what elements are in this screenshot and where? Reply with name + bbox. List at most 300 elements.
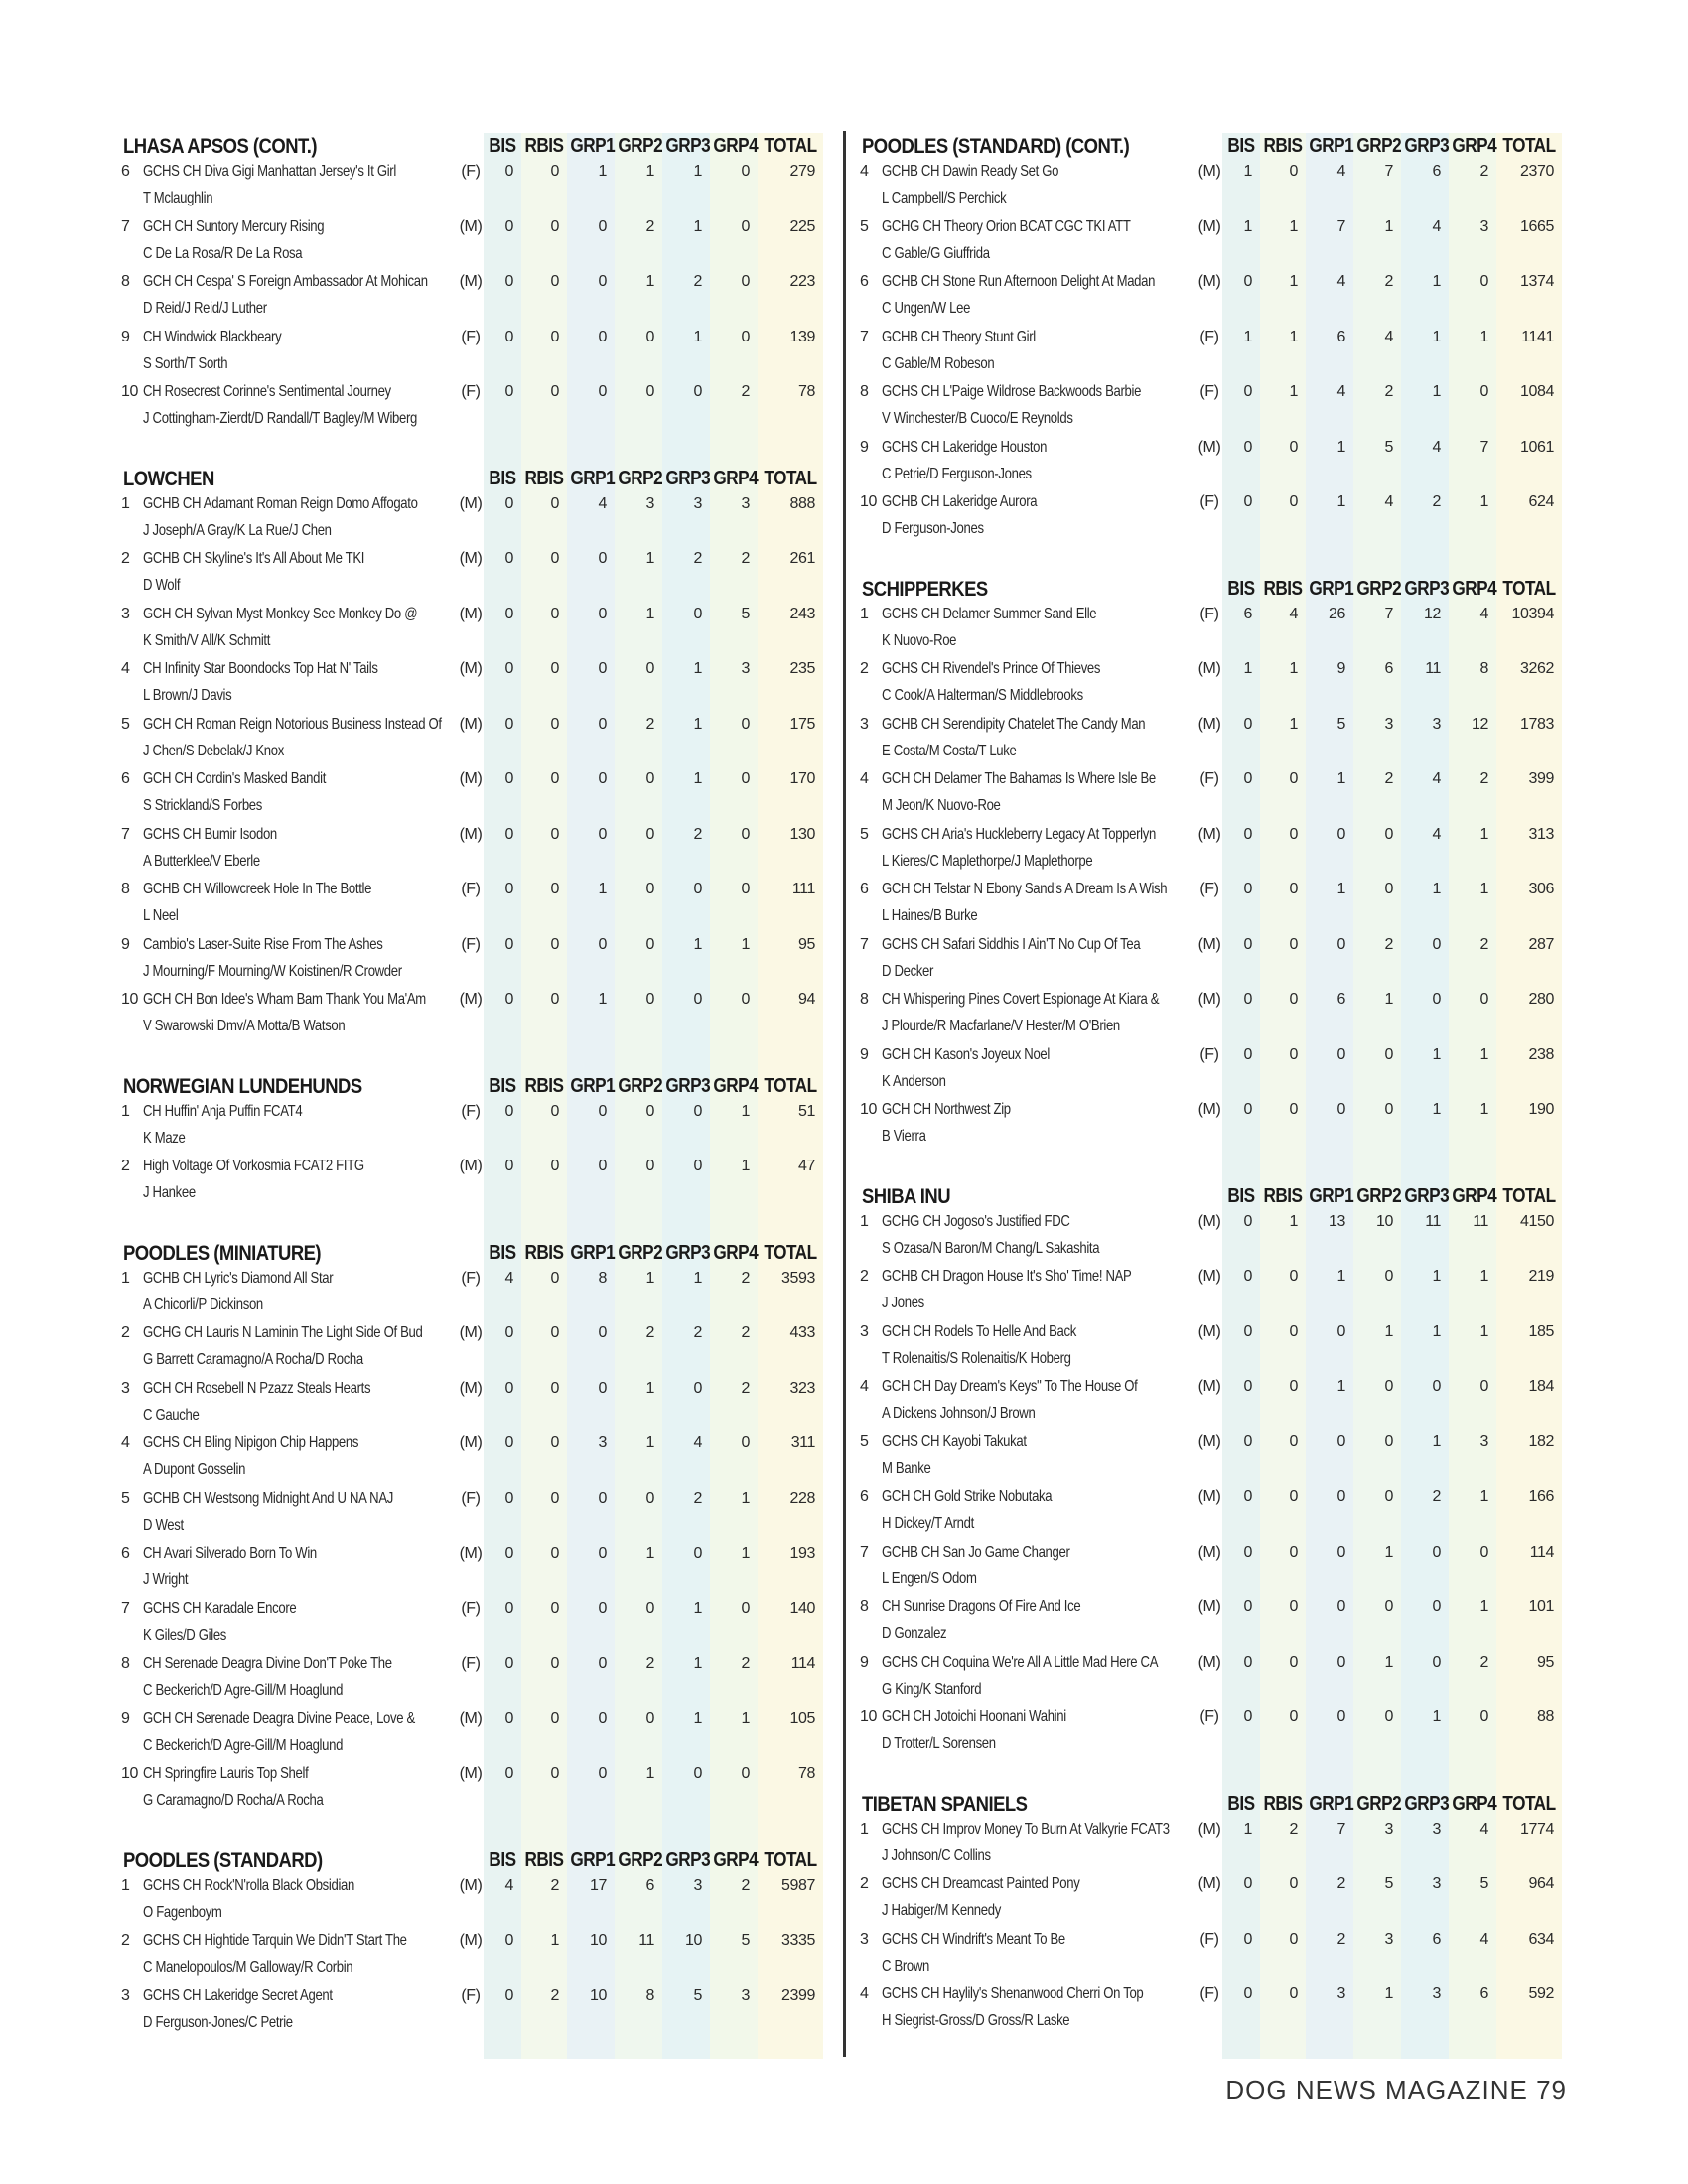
total-value: 592 [1528, 1985, 1554, 2002]
rank-number: 7 [121, 825, 130, 843]
grp2-value: 0 [645, 1599, 654, 1617]
rank-number: 8 [860, 383, 869, 400]
grp1-value: 1 [1336, 438, 1345, 456]
sex-marker: (M) [1197, 1378, 1221, 1395]
sex-marker: (M) [1197, 1212, 1221, 1230]
dog-name: GCH CH Sylvan Myst Monkey See Monkey Do @ [143, 605, 418, 622]
ranking-row [121, 1158, 844, 1213]
sex-marker: (F) [1199, 881, 1219, 897]
ranking-row [860, 1213, 1583, 1269]
ranking-row [860, 163, 1583, 218]
sex-marker: (F) [1199, 1985, 1219, 2002]
owner-names: D Wolf [143, 577, 181, 594]
rbis-value: 1 [550, 1932, 559, 1949]
rbis-value: 0 [1289, 1322, 1298, 1340]
owner-names: L Kieres/C Maplethorpe/J Maplethorpe [882, 852, 1093, 870]
bis-value: 0 [1243, 881, 1252, 897]
bis-value: 0 [504, 273, 513, 290]
rbis-header: RBIS [524, 467, 564, 489]
grp4-header: GRP4 [713, 467, 759, 489]
sex-marker: (M) [1197, 715, 1221, 733]
dog-name: GCHS CH Rock'N'rolla Black Obsidian [143, 1876, 354, 1894]
dog-name: GCHS CH Safari Siddhis I Ain'T No Cup Of Tea [882, 935, 1141, 953]
grp3-value: 11 [1425, 1212, 1441, 1230]
grp4-header: GRP4 [1452, 577, 1497, 600]
rbis-value: 0 [550, 991, 559, 1008]
grp1-value: 1 [1336, 1378, 1345, 1395]
grp1-value: 0 [598, 660, 607, 677]
owner-names: S Ozasa/N Baron/M Chang/L Sakashita [882, 1239, 1100, 1257]
grp3-value: 2 [693, 825, 702, 843]
sex-marker: (M) [1197, 935, 1221, 953]
ranking-row [121, 770, 844, 826]
dog-name: GCH CH Suntory Mercury Rising [143, 217, 325, 235]
ranking-row [860, 1654, 1583, 1709]
grp3-value: 2 [693, 1324, 702, 1341]
sex-marker: (M) [459, 550, 483, 567]
grp3-value: 1 [693, 1599, 702, 1617]
grp4-value: 2 [1479, 1653, 1488, 1671]
rbis-value: 0 [550, 273, 559, 290]
sex-marker: (F) [461, 1489, 481, 1507]
grp3-value: 6 [1432, 1930, 1441, 1948]
grp2-value: 0 [645, 1102, 654, 1120]
grp3-value: 1 [1432, 383, 1441, 400]
owner-names: K Giles/D Giles [143, 1626, 227, 1644]
total-value: 182 [1528, 1433, 1554, 1450]
grp4-value: 3 [1479, 1433, 1488, 1450]
grp3-value: 3 [1432, 1820, 1441, 1838]
total-value: 311 [790, 1434, 815, 1451]
owner-names: K Maze [143, 1129, 186, 1147]
grp4-value: 1 [741, 1545, 750, 1562]
ranking-row [860, 1875, 1583, 1931]
grp2-value: 0 [1384, 1598, 1393, 1615]
rbis-value: 1 [1289, 273, 1298, 290]
grp1-value: 0 [598, 1324, 607, 1341]
grp1-value: 26 [1329, 605, 1345, 622]
bis-header: BIS [489, 1241, 516, 1264]
owner-names: L Neel [143, 907, 179, 924]
rbis-header: RBIS [524, 1241, 564, 1264]
rbis-value: 0 [550, 825, 559, 843]
grp4-value: 2 [741, 1324, 750, 1341]
bis-value: 0 [1243, 1101, 1252, 1118]
grp4-value: 1 [1479, 1045, 1488, 1063]
total-value: 634 [1528, 1930, 1554, 1948]
rank-number: 2 [121, 550, 130, 567]
rank-number: 10 [860, 493, 877, 510]
grp1-value: 0 [598, 550, 607, 567]
rbis-value: 0 [550, 1599, 559, 1617]
total-value: 51 [798, 1102, 815, 1120]
breed-title: NORWEGIAN LUNDEHUNDS [123, 1074, 362, 1098]
total-value: 5987 [781, 1876, 815, 1894]
bis-value: 0 [1243, 1433, 1252, 1450]
rbis-value: 0 [550, 550, 559, 567]
grp1-value: 0 [598, 825, 607, 843]
bis-header: BIS [1227, 1792, 1255, 1815]
ranking-row [860, 1821, 1583, 1876]
grp1-value: 0 [1336, 935, 1345, 953]
grp3-value: 1 [1432, 1268, 1441, 1285]
bis-value: 0 [1243, 1930, 1252, 1948]
bis-value: 0 [504, 1932, 513, 1949]
ranking-row [121, 1270, 844, 1325]
ranking-row [860, 660, 1583, 716]
grp2-value: 3 [1384, 1820, 1393, 1838]
rank-number: 3 [860, 715, 869, 733]
owner-names: V Winchester/B Cuoco/E Reynolds [882, 410, 1073, 427]
rbis-value: 0 [1289, 163, 1298, 180]
total-value: 105 [789, 1709, 815, 1727]
grp3-value: 0 [693, 1379, 702, 1397]
grp2-value: 0 [1384, 825, 1393, 843]
rbis-value: 0 [1289, 1378, 1298, 1395]
sex-marker: (M) [1197, 991, 1221, 1008]
total-value: 78 [798, 1765, 815, 1782]
breed-section [121, 133, 844, 439]
ranking-row [121, 660, 844, 716]
rank-number: 6 [860, 881, 869, 897]
ranking-row [860, 493, 1583, 549]
grp2-value: 7 [1384, 163, 1393, 180]
grp1-value: 0 [598, 1489, 607, 1507]
ranking-row [121, 606, 844, 661]
grp1-header: GRP1 [570, 1848, 616, 1871]
owner-names: V Swarowski Dmv/A Motta/B Watson [143, 1018, 346, 1034]
grp1-value: 0 [598, 217, 607, 235]
grp1-header: GRP1 [1309, 1184, 1354, 1207]
ranking-row [121, 881, 844, 936]
dog-name: GCH CH Telstar N Ebony Sand's A Dream Is A Wish [882, 881, 1168, 897]
grp2-value: 1 [645, 1765, 654, 1782]
sex-marker: (F) [1199, 770, 1219, 787]
rbis-value: 0 [550, 1434, 559, 1451]
sex-marker: (M) [459, 1158, 483, 1174]
rank-number: 2 [121, 1158, 130, 1174]
owner-names: C Petrie/D Ferguson-Jones [882, 465, 1032, 482]
bis-value: 0 [1243, 273, 1252, 290]
rbis-value: 0 [1289, 1598, 1298, 1615]
sex-marker: (M) [1197, 1598, 1221, 1615]
rank-number: 6 [121, 163, 130, 180]
total-value: 170 [789, 770, 815, 787]
bis-value: 0 [1243, 383, 1252, 400]
total-value: 184 [1528, 1378, 1554, 1395]
breed-title: SHIBA INU [862, 1184, 951, 1208]
grp3-value: 1 [693, 163, 702, 180]
sex-marker: (F) [461, 163, 481, 180]
rank-number: 8 [121, 1655, 130, 1672]
dog-name: GCHS CH Lakeridge Houston [882, 438, 1048, 456]
grp3-value: 1 [693, 1269, 702, 1287]
rank-number: 3 [121, 1379, 130, 1397]
owner-names: G Caramagno/D Rocha/A Rocha [143, 1792, 324, 1809]
dog-name: GCHB CH Stone Run Afternoon Delight At Madan [882, 273, 1156, 290]
grp3-value: 0 [1432, 991, 1441, 1008]
grp4-header: GRP4 [1452, 1792, 1497, 1815]
rbis-value: 0 [1289, 1708, 1298, 1725]
owner-names: M Banke [882, 1459, 931, 1477]
grp4-value: 3 [741, 660, 750, 677]
ranking-row [860, 1323, 1583, 1379]
rbis-value: 0 [550, 1324, 559, 1341]
grp3-value: 4 [693, 1434, 702, 1451]
grp3-value: 2 [1432, 1488, 1441, 1505]
sex-marker: (M) [1197, 825, 1221, 843]
grp1-header: GRP1 [1309, 1792, 1354, 1815]
grp2-value: 4 [1384, 493, 1393, 510]
rank-number: 4 [860, 770, 869, 787]
grp3-value: 2 [693, 273, 702, 290]
sex-marker: (M) [1197, 1433, 1221, 1450]
sex-marker: (M) [459, 770, 483, 787]
grp4-value: 1 [1479, 1598, 1488, 1615]
total-header: TOTAL [1502, 1184, 1556, 1207]
rank-number: 10 [860, 1101, 877, 1118]
sex-marker: (M) [1197, 163, 1221, 180]
grp1-value: 0 [1336, 1598, 1345, 1615]
ranking-row [860, 1433, 1583, 1489]
ranking-row [121, 218, 844, 274]
section-header [121, 133, 844, 163]
grp3-header: GRP3 [1404, 1184, 1450, 1207]
total-value: 130 [789, 825, 815, 843]
total-value: 323 [789, 1379, 815, 1397]
bis-value: 0 [504, 1324, 513, 1341]
grp3-value: 0 [693, 383, 702, 400]
bis-value: 0 [504, 825, 513, 843]
bis-value: 0 [1243, 1045, 1252, 1063]
dog-name: GCHS CH Rivendel's Prince Of Thieves [882, 660, 1101, 677]
bis-value: 0 [504, 1158, 513, 1174]
ranking-row [121, 936, 844, 992]
rbis-value: 0 [1289, 1268, 1298, 1285]
ranking-row [860, 1598, 1583, 1654]
total-value: 228 [789, 1489, 815, 1507]
breed-title: POODLES (STANDARD) (CONT.) [862, 135, 1130, 158]
rank-number: 1 [121, 1102, 130, 1120]
total-value: 964 [1528, 1875, 1554, 1892]
grp3-value: 0 [693, 1102, 702, 1120]
rank-number: 6 [860, 1488, 869, 1505]
bis-value: 1 [1243, 328, 1252, 345]
total-value: 2370 [1520, 163, 1554, 180]
dog-name: CH Avari Silverado Born To Win [143, 1545, 317, 1562]
grp2-value: 2 [1384, 273, 1393, 290]
grp1-value: 0 [1336, 1322, 1345, 1340]
bis-value: 0 [504, 383, 513, 400]
grp3-value: 11 [1425, 660, 1441, 677]
total-value: 235 [789, 660, 815, 677]
grp3-header: GRP3 [1404, 135, 1450, 157]
grp3-value: 1 [1432, 1322, 1441, 1340]
grp4-value: 0 [1479, 383, 1488, 400]
rbis-value: 0 [550, 217, 559, 235]
grp4-value: 4 [1479, 605, 1488, 622]
grp1-value: 17 [590, 1876, 607, 1894]
owner-names: C Manelopoulos/M Galloway/R Corbin [143, 1959, 353, 1976]
ranking-row [121, 1434, 844, 1490]
rbis-value: 0 [550, 494, 559, 512]
total-value: 185 [1528, 1322, 1554, 1340]
dog-name: GCHS CH Lakeridge Secret Agent [143, 1986, 333, 2004]
ranking-row [860, 770, 1583, 826]
grp3-header: GRP3 [665, 1848, 711, 1871]
rank-number: 2 [860, 660, 869, 677]
breed-title: TIBETAN SPANIELS [862, 1792, 1028, 1816]
grp2-value: 2 [645, 1324, 654, 1341]
grp2-value: 0 [1384, 881, 1393, 897]
grp1-value: 0 [1336, 1045, 1345, 1063]
bis-value: 0 [1243, 1875, 1252, 1892]
owner-names: S Strickland/S Forbes [143, 797, 262, 814]
rank-number: 9 [860, 1045, 869, 1063]
dog-name: GCHB CH Willowcreek Hole In The Bottle [143, 881, 372, 897]
rank-number: 3 [860, 1930, 869, 1948]
grp2-header: GRP2 [618, 135, 663, 157]
dog-name: GCHB CH Lyric's Diamond All Star [143, 1269, 334, 1287]
rank-number: 5 [121, 1489, 130, 1507]
owner-names: A Butterklee/V Eberle [143, 852, 260, 870]
grp1-value: 5 [1336, 715, 1345, 733]
dog-name: GCHS CH Hightide Tarquin We Didn'T Start The [143, 1932, 407, 1949]
rbis-value: 1 [1289, 1212, 1298, 1230]
grp3-value: 1 [1432, 1708, 1441, 1725]
grp3-value: 0 [693, 991, 702, 1008]
ranking-row [860, 826, 1583, 882]
rbis-value: 0 [1289, 825, 1298, 843]
dog-name: GCHS CH L'Paige Wildrose Backwoods Barbie [882, 383, 1142, 400]
grp2-value: 2 [1384, 383, 1393, 400]
bis-value: 0 [504, 1765, 513, 1782]
sex-marker: (F) [461, 881, 481, 897]
grp2-header: GRP2 [618, 1848, 663, 1871]
grp4-value: 1 [1479, 825, 1488, 843]
total-value: 4150 [1520, 1212, 1554, 1230]
grp2-value: 1 [1384, 1985, 1393, 2002]
rbis-value: 4 [1289, 605, 1298, 622]
owner-names: D Trotter/L Sorensen [882, 1735, 996, 1752]
grp1-header: GRP1 [570, 1241, 616, 1264]
total-header: TOTAL [764, 1848, 817, 1871]
rank-number: 1 [121, 494, 130, 512]
grp1-value: 2 [1336, 1875, 1345, 1892]
grp3-value: 1 [1432, 1433, 1441, 1450]
owner-names: K Nuovo-Roe [882, 631, 957, 649]
bis-value: 0 [1243, 493, 1252, 510]
grp3-value: 1 [693, 715, 702, 733]
rbis-value: 0 [550, 715, 559, 733]
rbis-header: RBIS [1263, 1184, 1303, 1207]
grp1-value: 8 [598, 1269, 607, 1287]
grp1-header: GRP1 [570, 1074, 616, 1097]
dog-name: GCHB CH Dragon House It's Sho' Time! NAP [882, 1268, 1132, 1285]
rank-number: 9 [860, 1653, 869, 1671]
sex-marker: (M) [1197, 1820, 1221, 1838]
total-value: 2399 [781, 1986, 815, 2004]
total-value: 1774 [1520, 1820, 1554, 1838]
grp4-value: 5 [1479, 1875, 1488, 1892]
grp4-value: 1 [741, 1709, 750, 1727]
total-value: 306 [1528, 881, 1554, 897]
grp3-value: 4 [1432, 825, 1441, 843]
grp4-value: 1 [1479, 1322, 1488, 1340]
breed-section [121, 1240, 844, 1821]
bis-header: BIS [489, 1848, 516, 1871]
grp4-value: 1 [1479, 881, 1488, 897]
grp2-value: 0 [645, 383, 654, 400]
owner-names: L Campbell/S Perchick [882, 190, 1007, 206]
sex-marker: (M) [1197, 660, 1221, 677]
grp4-value: 2 [1479, 770, 1488, 787]
sex-marker: (M) [1197, 1322, 1221, 1340]
dog-name: GCHB CH Adamant Roman Reign Domo Affogato [143, 494, 418, 512]
rank-number: 1 [860, 1212, 869, 1230]
grp2-header: GRP2 [1356, 135, 1402, 157]
bis-value: 4 [504, 1269, 513, 1287]
owner-names: K Smith/V All/K Schmitt [143, 631, 271, 649]
grp1-value: 6 [1336, 328, 1345, 345]
owner-names: C Ungen/W Lee [882, 300, 971, 317]
grp3-value: 1 [693, 660, 702, 677]
dog-name: GCH CH Cespa' S Foreign Ambassador At Mohican [143, 273, 428, 290]
grp2-value: 0 [645, 660, 654, 677]
owner-names: G Barrett Caramagno/A Rocha/D Rocha [143, 1351, 363, 1368]
grp2-header: GRP2 [618, 1241, 663, 1264]
grp3-value: 2 [693, 550, 702, 567]
ranking-row [121, 1877, 844, 1933]
bis-value: 0 [504, 217, 513, 235]
bis-value: 1 [1243, 217, 1252, 235]
owner-names: J Johnson/C Collins [882, 1846, 991, 1864]
sex-marker: (F) [461, 1655, 481, 1672]
grp2-value: 10 [1376, 1212, 1393, 1230]
total-value: 47 [798, 1158, 815, 1174]
grp4-value: 1 [741, 935, 750, 953]
total-header: TOTAL [764, 1241, 817, 1264]
dog-name: GCHS CH Improv Money To Burn At Valkyrie FCAT3 [882, 1820, 1170, 1838]
grp1-value: 0 [1336, 1101, 1345, 1118]
rank-number: 9 [121, 935, 130, 953]
ranking-row [121, 495, 844, 551]
bis-value: 0 [504, 1986, 513, 2004]
grp2-value: 5 [1384, 438, 1393, 456]
sex-marker: (F) [461, 1269, 481, 1287]
grp1-value: 0 [598, 1765, 607, 1782]
grp1-value: 0 [598, 383, 607, 400]
owner-names: A Chicorli/P Dickinson [143, 1296, 263, 1313]
grp4-value: 7 [1479, 438, 1488, 456]
breed-section [121, 466, 844, 1046]
dog-name: GCHS CH Bling Nipigon Chip Happens [143, 1434, 359, 1451]
grp2-value: 3 [1384, 1930, 1393, 1948]
ranking-row [121, 826, 844, 882]
grp3-value: 4 [1432, 770, 1441, 787]
rbis-value: 0 [1289, 935, 1298, 953]
ranking-row [121, 1655, 844, 1710]
owner-names: J Habiger/M Kennedy [882, 1902, 1001, 1919]
grp4-value: 1 [1479, 1101, 1488, 1118]
ranking-row [121, 163, 844, 218]
owner-names: O Fagenboym [143, 1903, 222, 1921]
dog-name: GCH CH Delamer The Bahamas Is Where Isle Be [882, 770, 1156, 787]
breed-section [860, 133, 1583, 549]
rbis-value: 0 [550, 1158, 559, 1174]
rank-number: 4 [121, 1434, 130, 1451]
ranking-row [860, 881, 1583, 936]
